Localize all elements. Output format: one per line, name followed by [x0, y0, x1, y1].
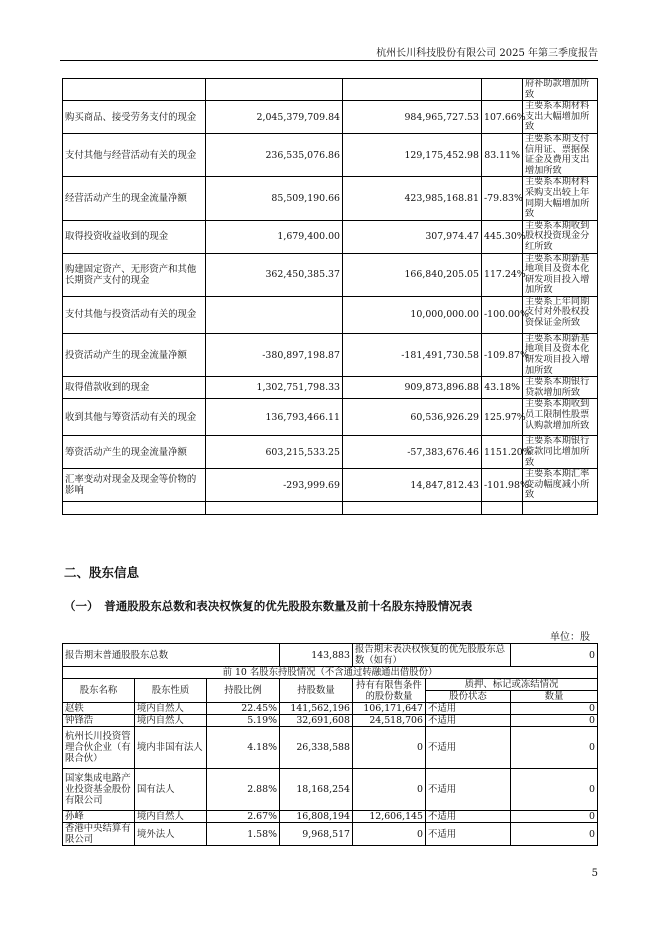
shareholder-row [63, 703, 598, 715]
change-reason: 主要系本期支付信用证、票据保证金及费用支出增加所致 [523, 133, 598, 176]
current-amount: 236,535,076.86 [206, 133, 343, 176]
prior-amount: 129,175,452.98 [343, 133, 482, 176]
empty-cell [63, 502, 206, 515]
prior-amount: 60,536,926.29 [343, 399, 482, 436]
cashflow-row [63, 133, 598, 176]
cashflow-row [63, 399, 598, 436]
holding-quantity: 9,968,517 [280, 823, 353, 846]
change-reason: 主要系本期材料采购支出较上年同期大幅增加所致 [523, 177, 598, 220]
cashflow-continuation-reason: 府补助款增加所致 [523, 79, 598, 101]
cashflow-row [63, 296, 598, 333]
col-header-name: 股东名称 [63, 679, 135, 703]
prior-amount: 10,000,000.00 [343, 296, 482, 333]
shareholder-nature: 境内自然人 [135, 703, 207, 715]
col-header-restricted: 持有有限售条件的股份数量 [353, 679, 426, 703]
holding-quantity: 26,338,588 [280, 727, 353, 769]
holding-ratio: 1.58% [207, 823, 280, 846]
pledged-count: 0 [511, 811, 598, 823]
change-percent: 125.97% [482, 399, 523, 436]
pledged-count: 0 [511, 715, 598, 727]
restricted-shares: 106,171,647 [353, 703, 426, 715]
change-reason: 主要系上年同期支付对外股权投资保证金所致 [523, 296, 598, 333]
column-header-row-1 [63, 679, 598, 691]
holding-ratio: 4.18% [207, 727, 280, 769]
cashflow-item-label: 收到其他与筹资活动有关的现金 [63, 399, 206, 436]
share-status: 不适用 [426, 715, 511, 727]
shareholder-nature: 境内自然人 [135, 715, 207, 727]
current-amount [206, 296, 343, 333]
change-percent: 83.11% [482, 133, 523, 176]
shareholder-nature: 境内非国有法人 [135, 727, 207, 769]
restricted-shares: 12,606,145 [353, 811, 426, 823]
cashflow-continuation-row [63, 79, 598, 101]
cashflow-empty-row [63, 502, 598, 515]
col-header-ratio: 持股比例 [207, 679, 280, 703]
pledged-count: 0 [511, 727, 598, 769]
shareholder-total-row [63, 644, 598, 667]
restricted-shares: 0 [353, 769, 426, 811]
section-subtitle: （一） 普通股股东总数和表决权恢复的优先股股东数量及前十名股东持股情况表 [64, 599, 473, 613]
change-percent: 43.18% [482, 377, 523, 399]
preferred-shareholders-value: 0 [511, 644, 598, 667]
change-reason: 主要系本期汇率变动幅度减小所致 [523, 469, 598, 502]
share-status: 不适用 [426, 823, 511, 846]
shareholder-row [63, 769, 598, 811]
holding-quantity: 18,168,254 [280, 769, 353, 811]
cashflow-item-label: 投资活动产生的现金流量净额 [63, 333, 206, 376]
share-status: 不适用 [426, 703, 511, 715]
cashflow-item-label: 购建固定资产、无形资产和其他长期资产支付的现金 [63, 253, 206, 296]
pledged-count: 0 [511, 769, 598, 811]
cashflow-item-label: 购买商品、接受劳务支付的现金 [63, 101, 206, 134]
change-reason: 主要系本期新基地项目及资本化研发项目投入增加所致 [523, 253, 598, 296]
cashflow-row [63, 333, 598, 376]
prior-amount: 14,847,812.43 [343, 469, 482, 502]
share-status: 不适用 [426, 811, 511, 823]
restricted-shares: 0 [353, 727, 426, 769]
cashflow-item-label: 汇率变动对现金及现金等价物的影响 [63, 469, 206, 502]
empty-cell [482, 502, 523, 515]
cashflow-row [63, 377, 598, 399]
pledged-count: 0 [511, 703, 598, 715]
holding-quantity: 16,808,194 [280, 811, 353, 823]
holding-ratio: 22.45% [207, 703, 280, 715]
holding-ratio: 2.67% [207, 811, 280, 823]
change-percent: 107.66% [482, 101, 523, 134]
total-shareholders-value: 143,883 [280, 644, 353, 667]
share-status: 不适用 [426, 769, 511, 811]
cashflow-item-label: 支付其他与经营活动有关的现金 [63, 133, 206, 176]
change-percent: -100.00% [482, 296, 523, 333]
prior-amount: 307,974.47 [343, 220, 482, 253]
section-title: 二、股东信息 [64, 565, 140, 580]
shareholder-name: 香港中央结算有限公司 [63, 823, 135, 846]
prior-amount: -181,491,730.58 [343, 333, 482, 376]
prior-amount: 984,965,727.53 [343, 101, 482, 134]
shareholder-name: 孙峰 [63, 811, 135, 823]
change-percent: -101.98% [482, 469, 523, 502]
cashflow-row [63, 436, 598, 469]
restricted-shares: 0 [353, 823, 426, 846]
cashflow-row [63, 101, 598, 134]
col-header-qty: 持股数量 [280, 679, 353, 703]
cashflow-row [63, 469, 598, 502]
change-percent: 445.30% [482, 220, 523, 253]
unit-label: 单位：股 [550, 632, 590, 643]
preferred-shareholders-label: 报告期末表决权恢复的优先股股东总数（如有） [353, 644, 511, 667]
change-reason: 主要系本期新基地项目及资本化研发项目投入增加所致 [523, 333, 598, 376]
col-header-nature: 股东性质 [135, 679, 207, 703]
empty-cell [206, 502, 343, 515]
cashflow-row [63, 253, 598, 296]
prior-amount: -57,383,676.46 [343, 436, 482, 469]
report-header: 杭州长川科技股份有限公司 2025 年第三季度报告 [376, 48, 598, 59]
current-amount: 362,450,385.37 [206, 253, 343, 296]
change-percent: 1151.20% [482, 436, 523, 469]
top10-header-row [63, 667, 598, 679]
shareholder-name: 赵轶 [63, 703, 135, 715]
empty-cell [523, 502, 598, 515]
change-percent: -79.83% [482, 177, 523, 220]
col-header-status: 股份状态 [426, 691, 511, 703]
holding-quantity: 32,691,608 [280, 715, 353, 727]
holding-ratio: 5.19% [207, 715, 280, 727]
col-header-count: 数量 [511, 691, 598, 703]
current-amount: 1,679,400.00 [206, 220, 343, 253]
shareholder-name: 钟锋浩 [63, 715, 135, 727]
cashflow-item-label: 取得投资收益收到的现金 [63, 220, 206, 253]
prior-amount: 423,985,168.81 [343, 177, 482, 220]
pledged-count: 0 [511, 823, 598, 846]
page-number: 5 [591, 868, 598, 879]
current-amount: 2,045,379,709.84 [206, 101, 343, 134]
holding-quantity: 141,562,196 [280, 703, 353, 715]
cashflow-table [62, 78, 598, 515]
cashflow-row [63, 177, 598, 220]
shareholder-nature: 境内自然人 [135, 811, 207, 823]
shareholder-row [63, 811, 598, 823]
change-reason: 主要系本期收到股权投资现金分红所致 [523, 220, 598, 253]
shareholder-name: 杭州长川投资管理合伙企业（有限合伙） [63, 727, 135, 769]
current-amount: -380,897,198.87 [206, 333, 343, 376]
cashflow-item-label: 取得借款收到的现金 [63, 377, 206, 399]
current-amount: 136,793,466.11 [206, 399, 343, 436]
current-amount: 85,509,190.66 [206, 177, 343, 220]
change-reason: 主要系本期材料支出大幅增加所致 [523, 101, 598, 134]
shareholder-nature: 境外法人 [135, 823, 207, 846]
share-status: 不适用 [426, 727, 511, 769]
shareholder-nature: 国有法人 [135, 769, 207, 811]
cashflow-item-label: 经营活动产生的现金流量净额 [63, 177, 206, 220]
shareholder-name: 国家集成电路产业投资基金股份有限公司 [63, 769, 135, 811]
empty-cell [343, 502, 482, 515]
top10-header: 前 10 名股东持股情况（不含通过转融通出借股份） [63, 667, 598, 679]
restricted-shares: 24,518,706 [353, 715, 426, 727]
header-rule [60, 60, 598, 61]
cashflow-row [63, 220, 598, 253]
holding-ratio: 2.88% [207, 769, 280, 811]
current-amount: 1,302,751,798.33 [206, 377, 343, 399]
shareholder-row [63, 727, 598, 769]
shareholder-row [63, 823, 598, 846]
prior-amount: 909,873,896.88 [343, 377, 482, 399]
cashflow-item-label: 支付其他与投资活动有关的现金 [63, 296, 206, 333]
prior-amount: 166,840,205.05 [343, 253, 482, 296]
change-percent: 117.24% [482, 253, 523, 296]
shareholder-row [63, 715, 598, 727]
col-header-pledge-group: 质押、标记或冻结情况 [426, 679, 598, 691]
current-amount: -293,999.69 [206, 469, 343, 502]
change-percent: -109.87% [482, 333, 523, 376]
current-amount: 603,215,533.25 [206, 436, 343, 469]
change-reason: 主要系本期收到员工限制性股票认购款增加所致 [523, 399, 598, 436]
total-shareholders-label: 报告期末普通股股东总数 [63, 644, 280, 667]
change-reason: 主要系本期银行贷款增加所致 [523, 377, 598, 399]
shareholder-table [62, 643, 598, 846]
change-reason: 主要系本期银行贷款同比增加所致 [523, 436, 598, 469]
cashflow-item-label: 筹资活动产生的现金流量净额 [63, 436, 206, 469]
